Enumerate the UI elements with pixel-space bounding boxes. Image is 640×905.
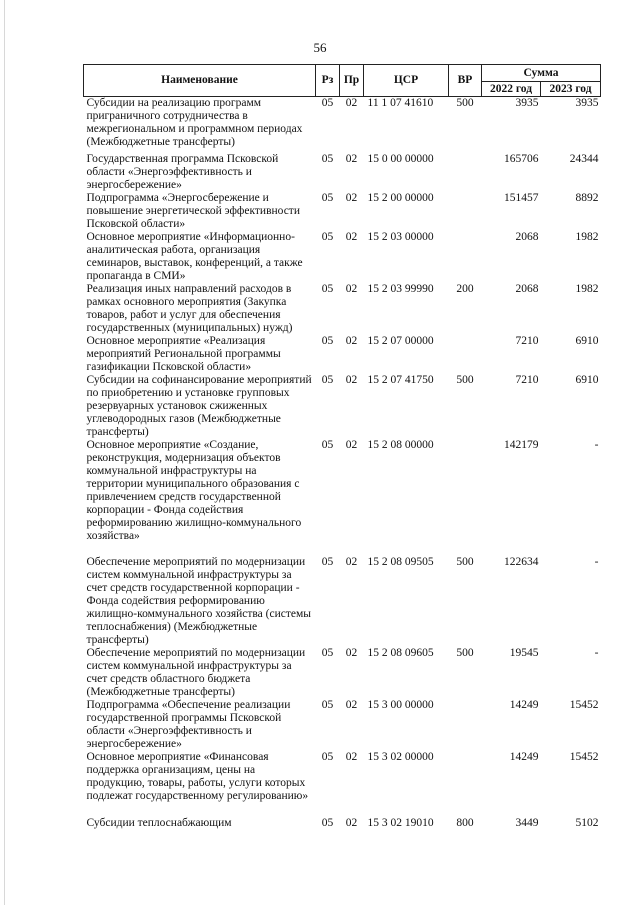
- row-name: Субсидии на реализацию программ приграничного сотрудничества в межрегиональном и программном периодах (Межбюджетные трансферты): [86, 97, 303, 148]
- row-name: Подпрограмма «Энергосбережение и повышение энергетической эффективности Псковской области»: [86, 191, 300, 230]
- row-pr: 02: [345, 230, 358, 243]
- table-row: [84, 192, 601, 231]
- table-row: [84, 335, 601, 374]
- row-csr: 11 1 07 41610: [367, 97, 434, 109]
- row-rz: 05: [321, 191, 334, 204]
- header-2022: 2022 год: [482, 82, 541, 97]
- row-name: Обеспечение мероприятий по модернизации систем коммунальной инфраструктуры за счет средств областного бюджета (Межбюджетные трансферты): [86, 646, 306, 698]
- row-pr: 02: [345, 816, 358, 829]
- row-2023: 8892: [575, 191, 599, 204]
- row-csr: 15 2 03 00000: [367, 230, 434, 243]
- header-pr: Пр: [340, 65, 364, 97]
- row-pr: 02: [345, 698, 358, 711]
- row-pr: 02: [345, 555, 358, 568]
- row-2023: 1982: [575, 282, 599, 295]
- row-vr: [449, 699, 482, 751]
- row-name: Основное мероприятие «Информационно-аналитическая работа, организация семинаров, выставок, конференций, а также пропаганда в СМИ»: [86, 230, 303, 282]
- row-name: Обеспечение мероприятий по модернизации систем коммунальной инфраструктуры за счет средств государственной корпорации - Фонда содействия реформированию жилищно-коммунального хозяйства (системы теплоснабжения) (Межбюджетные трансферты): [86, 555, 311, 646]
- row-csr: 15 3 00 00000: [367, 698, 434, 711]
- row-rz: 05: [321, 282, 334, 295]
- row-csr: 15 3 02 00000: [367, 750, 434, 763]
- row-pr: 02: [345, 438, 358, 451]
- table-row: [84, 374, 601, 439]
- row-name: Основное мероприятие «Реализация мероприятий Региональной программы газификации Псковской области»: [86, 334, 281, 373]
- row-vr: [449, 439, 482, 556]
- header-2023: 2023 год: [541, 82, 601, 97]
- row-rz: 05: [321, 750, 334, 763]
- row-2023: -: [594, 438, 599, 451]
- row-csr: 15 3 02 19010: [367, 816, 434, 829]
- row-pr: 02: [345, 97, 358, 109]
- row-2022: 14249: [509, 698, 539, 711]
- row-csr: 15 2 08 09605: [367, 646, 434, 659]
- row-csr: 15 2 08 00000: [367, 438, 434, 451]
- row-vr: [449, 751, 482, 817]
- table-row: [84, 817, 601, 843]
- row-2023: 15452: [569, 750, 599, 763]
- row-2022: 7210: [515, 334, 539, 347]
- row-vr: [449, 153, 482, 192]
- row-vr: 800: [456, 816, 474, 829]
- row-name: Реализация иных направлений расходов в рамках основного мероприятия (Закупка товаров, работ и услуг для обеспечения государственных (муниципальных) нужд): [86, 282, 293, 334]
- table-row: [84, 97, 601, 153]
- row-2023: -: [594, 555, 599, 568]
- table-row: [84, 751, 601, 817]
- row-name: Государственная программа Псковской области «Энергоэффективность и энергосбережение»: [86, 152, 279, 191]
- header-vr: ВР: [449, 65, 482, 97]
- row-2022: 151457: [504, 191, 539, 204]
- row-pr: 02: [345, 646, 358, 659]
- page-number: 56: [313, 40, 327, 55]
- row-2022: 7210: [515, 373, 539, 386]
- row-rz: 05: [321, 373, 334, 386]
- table-row: [84, 153, 601, 192]
- scan-edge: [4, 0, 5, 905]
- row-csr: 15 0 00 00000: [367, 152, 434, 165]
- row-2023: 3935: [575, 97, 599, 109]
- row-pr: 02: [345, 152, 358, 165]
- row-rz: 05: [321, 152, 334, 165]
- row-2023: 24344: [569, 152, 599, 165]
- row-name: Подпрограмма «Обеспечение реализации государственной программы Псковской области «Энергоэффективность и энергосбережение»: [86, 698, 291, 750]
- row-rz: 05: [321, 816, 334, 829]
- row-2022: 2068: [515, 282, 539, 295]
- row-rz: 05: [321, 438, 334, 451]
- row-rz: 05: [321, 230, 334, 243]
- row-rz: 05: [321, 555, 334, 568]
- row-2022: 165706: [504, 152, 539, 165]
- table-body: [84, 97, 601, 843]
- row-rz: 05: [321, 698, 334, 711]
- row-2022: 14249: [509, 750, 539, 763]
- table-row: [84, 699, 601, 751]
- header-csr: ЦСР: [364, 65, 449, 97]
- header-sum: Сумма: [482, 65, 601, 82]
- row-pr: 02: [345, 191, 358, 204]
- table-row: [84, 556, 601, 647]
- budget-table: [83, 64, 601, 843]
- row-csr: 15 2 00 00000: [367, 191, 434, 204]
- row-2022: 2068: [515, 230, 539, 243]
- row-vr: [449, 335, 482, 374]
- row-2023: -: [594, 646, 599, 659]
- row-2022: 3935: [515, 97, 539, 109]
- row-rz: 05: [321, 97, 334, 109]
- row-2022: 19545: [509, 646, 539, 659]
- table-row: [84, 231, 601, 283]
- row-csr: 15 2 07 41750: [367, 373, 434, 386]
- row-2023: 1982: [575, 230, 599, 243]
- row-name: Основное мероприятие «Создание, реконструкция, модернизация объектов коммунальной инфраструктуры на территории муниципального образования с привлечением средств государственной корпорации - Фонда содействия реформированию жилищно-коммунального хозяйства»: [86, 438, 302, 542]
- row-vr: [449, 192, 482, 231]
- header-rz: Рз: [316, 65, 340, 97]
- row-pr: 02: [345, 373, 358, 386]
- row-name: Основное мероприятие «Финансовая поддержка организациям, цены на продукцию, товары, работы, услуги которых подлежат государственному регулированию»: [86, 750, 309, 802]
- row-vr: 200: [456, 282, 474, 295]
- row-pr: 02: [345, 282, 358, 295]
- row-vr: 500: [456, 646, 474, 659]
- row-name: Субсидии на софинансирование мероприятий по приобретению и установке групповых резервуарных установок сжиженных углеводородных газов (Межбюджетные трансферты): [86, 373, 312, 438]
- row-2023: 15452: [569, 698, 599, 711]
- row-rz: 05: [321, 334, 334, 347]
- table-row: [84, 647, 601, 699]
- row-pr: 02: [345, 750, 358, 763]
- row-2022: 142179: [504, 438, 539, 451]
- header-name: Наименование: [84, 65, 316, 97]
- row-2023: 6910: [575, 373, 599, 386]
- row-name: Субсидии теплоснабжающим: [86, 816, 232, 829]
- row-vr: [449, 231, 482, 283]
- row-vr: 500: [456, 373, 474, 386]
- row-csr: 15 2 03 99990: [367, 282, 434, 295]
- row-2023: 5102: [575, 816, 599, 829]
- row-vr: 500: [456, 97, 474, 109]
- row-vr: 500: [456, 555, 474, 568]
- row-2022: 3449: [515, 816, 539, 829]
- row-csr: 15 2 07 00000: [367, 334, 434, 347]
- row-rz: 05: [321, 646, 334, 659]
- table-row: [84, 283, 601, 335]
- row-csr: 15 2 08 09505: [367, 555, 434, 568]
- row-pr: 02: [345, 334, 358, 347]
- row-2023: 6910: [575, 334, 599, 347]
- row-2022: 122634: [504, 555, 539, 568]
- table-row: [84, 439, 601, 556]
